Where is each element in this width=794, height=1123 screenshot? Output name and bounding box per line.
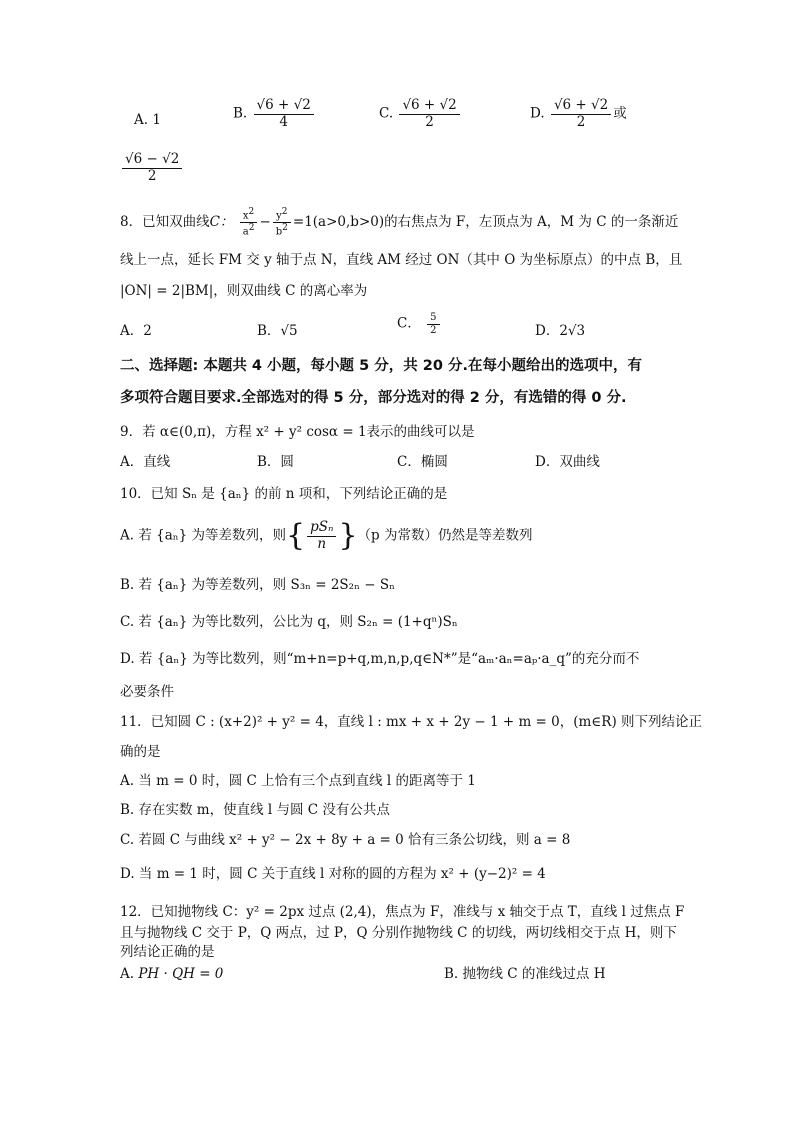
q12-stem-line3: 列结论正确的是 [120, 944, 215, 960]
q9-option-a: A．直线 [120, 454, 171, 470]
q7-option-b: B. $\frac{√6 + √2}{4}$ [233, 98, 316, 130]
q12-option-a: A. PH · QH = 0 [120, 966, 224, 982]
q9-option-d: D．双曲线 [535, 454, 600, 470]
q9-option-c: C．椭圆 [397, 454, 448, 470]
section2-heading-line2: 多项符合题目要求.全部选对的得 5 分，部分选对的得 2 分，有选错的得 0 分. [120, 390, 627, 406]
q10-option-d-line1: D. 若 {aₙ} 为等比数列，则“m+n=p+q,m,n,p,q∈N*”是“aₘ·aₙ=aₚ·a_q”的充分而不 [120, 651, 640, 667]
q11-option-b: B. 存在实数 m，使直线 l 与圆 C 没有公共点 [120, 802, 390, 818]
q9-option-b: B．圆 [257, 454, 294, 470]
q8-option-c: C． $\frac{5}{2}$ [397, 312, 442, 336]
q7-option-a: A. 1 [134, 112, 161, 128]
q12-option-b: B. 抛物线 C 的准线过点 H [444, 966, 606, 982]
q12-stem-line1: 12．已知抛物线 C：y² = 2px 过点 (2,4)，焦点为 F，准线与 x 轴交于点 T，直线 l 过焦点 F [120, 904, 685, 920]
q10-option-d-line2: 必要条件 [120, 684, 174, 700]
q11-option-a: A. 当 m = 0 时，圆 C 上恰有三个点到直线 l 的距离等于 1 [120, 773, 476, 789]
q7-option-d: D. $\frac{√6 + √2}{2}$ 或 [530, 97, 627, 130]
q10-option-c: C. 若 {aₙ} 为等比数列，公比为 q，则 S₂ₙ = (1+qⁿ)Sₙ [120, 614, 458, 630]
q8-option-a: A．2 [120, 323, 152, 339]
section2-heading-line1: 二、选择题: 本题共 4 小题，每小题 5 分，共 20 分.在每小题给出的选项中，有 [120, 358, 642, 374]
q11-option-d: D. 当 m = 1 时，圆 C 关于直线 l 对称的圆的方程为 x² + (y−2)² = 4 [120, 866, 546, 882]
q10-option-a: A. 若 {aₙ} 为等差数列，则{ $\frac{\text{pSₙ}}{n}$ }（p 为常数）仍然是等差数列 [120, 518, 533, 554]
q8-line3: |ON| = 2|BM|，则双曲线 C 的离心率为 [120, 283, 368, 299]
q8-line1: 8．已知双曲线C： $\frac{x^2}{a^2}$ − $\frac{y^2}{b^2}$ =1(a>0,b>0)的右焦点为 F，左顶点为 A，M 为 C 的一条渐近 [120, 207, 679, 238]
q9-stem: 9．若 α∈(0,π)，方程 x² + y² cosα = 1表示的曲线可以是 [120, 424, 475, 440]
q8-option-d: D．2√3 [535, 323, 586, 339]
q10-option-b: B. 若 {aₙ} 为等差数列，则 S₃ₙ = 2S₂ₙ − Sₙ [120, 577, 395, 593]
q8-line2: 线上一点，延长 FM 交 y 轴于点 N，直线 AM 经过 ON（其中 O 为坐标原点）的中点 B，且 [120, 252, 683, 268]
q10-stem: 10．已知 Sₙ 是 {aₙ} 的前 n 项和，下列结论正确的是 [120, 486, 448, 502]
q8-option-b: B．√5 [257, 323, 298, 339]
q11-option-c: C. 若圆 C 与曲线 x² + y² − 2x + 8y + a = 0 恰有三条公切线，则 a = 8 [120, 832, 571, 848]
q11-stem-line2: 确的是 [120, 744, 161, 760]
q11-stem-line1: 11．已知圆 C : (x+2)² + y² = 4，直线 l : mx + x + 2y − 1 + m = 0，(m∈R) 则下列结论正 [120, 714, 703, 730]
q7-option-c: C. $\frac{√6 + √2}{2}$ [379, 98, 462, 130]
q12-stem-line2: 且与抛物线 C 交于 P，Q 两点，过 P，Q 分别作抛物线 C 的切线，两切线相交于点 H，则下 [120, 925, 677, 941]
q7-option-d-second: $\frac{√6 - √2}{2}$ [120, 152, 184, 184]
